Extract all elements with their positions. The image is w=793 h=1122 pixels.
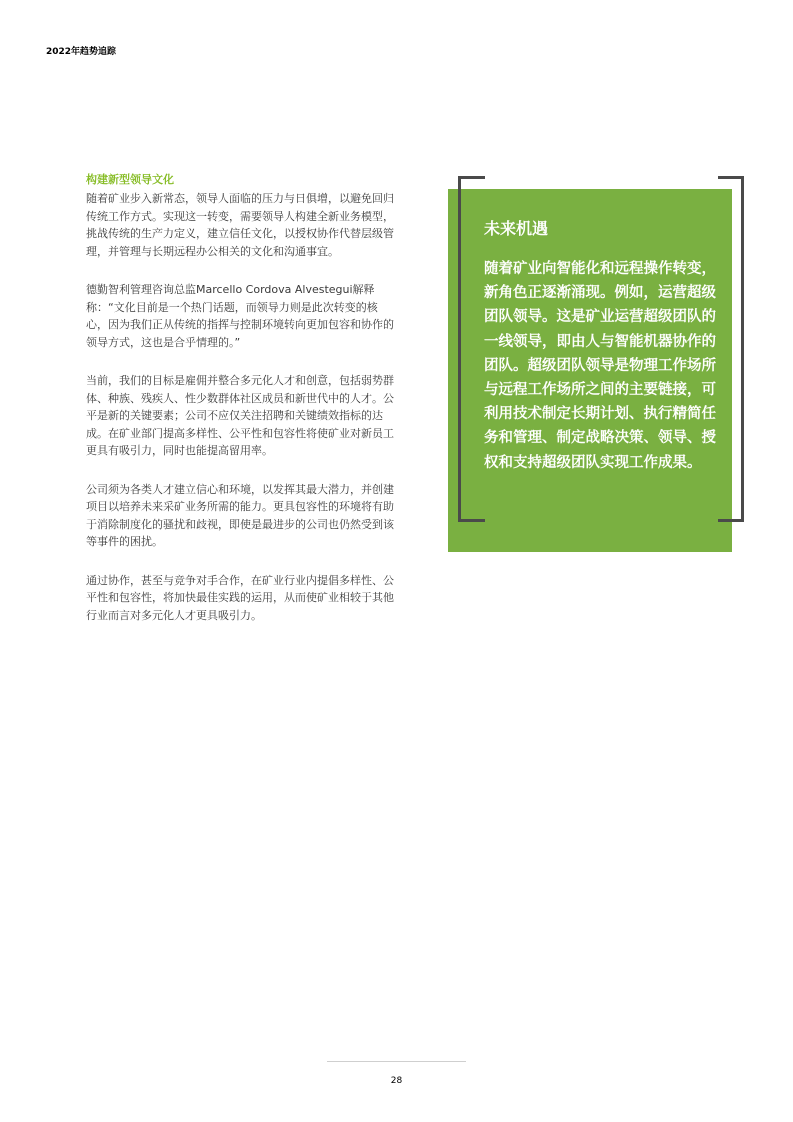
article-column [86,172,396,645]
paragraph-4: 公司须为各类人才建立信心和环境，以发挥其最大潜力，并创建项目以培养未来采矿业务所需的能力。更具包容性的环境将有助于消除制度化的骚扰和歧视，即使是最进步的公司也仍然受到该等事件的困扰。 [86,482,394,548]
bracket-gap-bottom [485,515,718,527]
section-heading: 构建新型领导文化 [86,173,174,186]
callout-body: 随着矿业向智能化和远程操作转变，新角色正逐渐涌现。例如，运营超级团队领导。这是矿业运营超级团队的一线领导，即由人与智能机器协作的团队。超级团队领导是物理工作场所与远程工作场所之间的主要链接，可利用技术制定长期计划、执行精简任务和管理、制定战略决策、领导、授权和支持超级团队实现工作成果。 [484,261,716,471]
paragraph-5: 通过协作，甚至与竞争对手合作，在矿业行业内提倡多样性、公平性和包容性，将加快最佳实践的运用，从而使矿业相较于其他行业而言对多元化人才更具吸引力。 [86,573,394,622]
paragraph-1: 随着矿业步入新常态，领导人面临的压力与日俱增，以避免回归传统工作方式。实现这一转变，需要领导人构建全新业务模型，挑战传统的生产力定义，建立信任文化，以授权协作代替层级管理，并管理与长期远程办公相关的文化和沟通事宜。 [86,192,394,258]
callout-title: 未来机遇 [484,219,549,238]
page-number: 28 [390,1076,403,1086]
bracket-gap-top [485,170,718,184]
running-header: 2022年趋势追踪 [46,47,117,57]
paragraph-3: 当前，我们的目标是雇佣并整合多元化人才和创意，包括弱势群体、种族、残疾人、性少数群体社区成员和新世代中的人才。公平是新的关键要素；公司不应仅关注招聘和关键绩效指标的达成。在矿业部门提高多样性、公平性和包容性将使矿业对新员工更具有吸引力，同时也能提高留用率。 [86,374,394,457]
footer-divider [327,1061,466,1062]
paragraph-2: 德勤智利管理咨询总监Marcello Cordova Alvestegui解释称：“文化目前是一个热门话题，而领导力则是此次转变的核心，因为我们正从传统的指挥与控制环境转向更加包容和协作的领导方式，这也是合乎情理的。” [86,283,394,349]
